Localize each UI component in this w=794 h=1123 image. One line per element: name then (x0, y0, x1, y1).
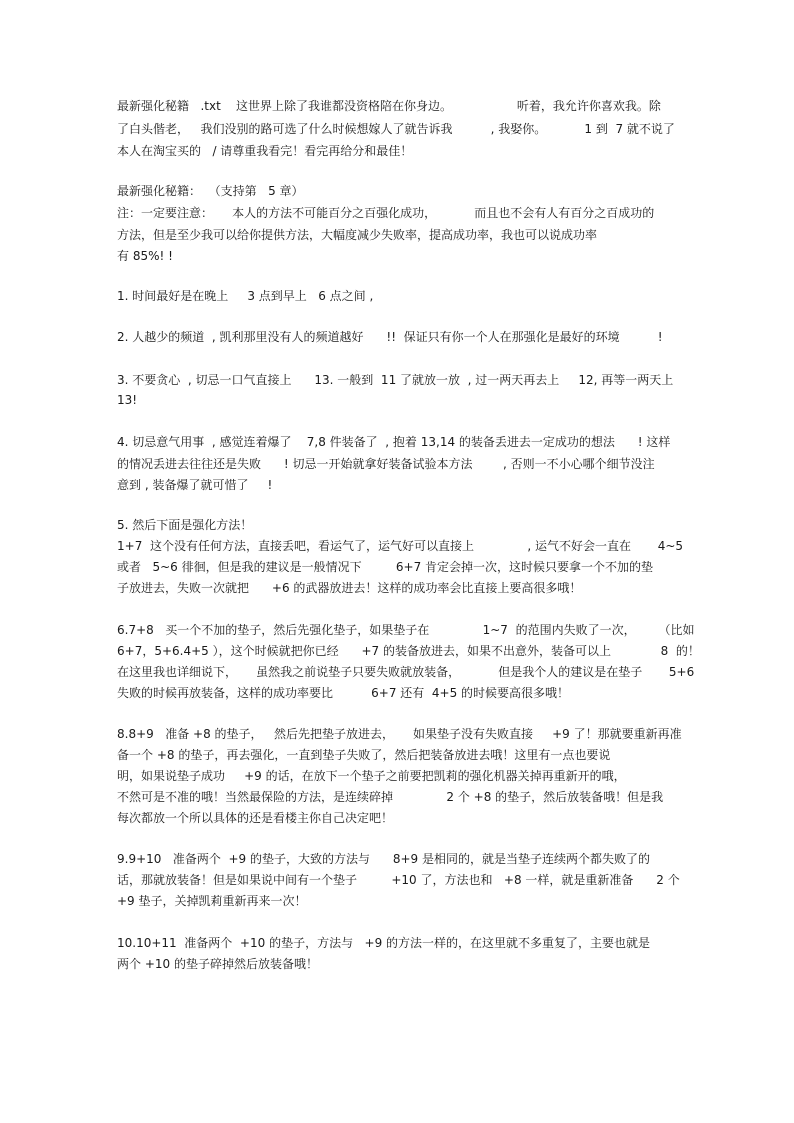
method-9-10-line-2: 话，那就放装备！但是如果说中间有一个垫子 +10 了，方法也和 +8 一样，就是重新准备 2 个 (117, 873, 680, 887)
tip-1: 1. 时间最好是在晚上 3 点到早上 6 点之间 , (117, 289, 374, 303)
method-1-7-line-1: 1+7 这个没有任何方法，直接丢吧，看运气了，运气好可以直接上 , 运气不好会一直在 4~5 (117, 539, 684, 553)
method-7-8-line-1: 6.7+8 买一个不加的垫子，然后先强化垫子，如果垫子在 1~7 的范围内失败了一次， （比如 (117, 623, 695, 637)
section-title: 最新强化秘籍： （支持第 5 章） (117, 184, 304, 198)
method-8-9-line-2: 备一个 +8 的垫子，再去强化，一直到垫子失败了，然后把装备放进去哦！这里有一点也要说 (117, 748, 611, 762)
tip-4-line-1: 4. 切忌意气用事 , 感觉连着爆了 7,8 件装备了 , 抱着 13,14 的装备丢进去一定成功的想法 ! 这样 (117, 435, 671, 449)
method-8-9-line-5: 每次都放一个所以具体的还是看楼主你自己决定吧！ (117, 811, 394, 825)
method-8-9-line-3: 明，如果说垫子成功 +9 的话，在放下一个垫子之前要把凯莉的强化机器关掉再重新开的哦， (117, 769, 626, 783)
tip-4-line-2: 的情况丢进去往往还是失败 ! 切忌一开始就拿好装备试验本方法 , 否则一不小心哪个细节没注 (117, 457, 655, 471)
method-9-10-line-3: +9 垫子，关掉凯莉重新再来一次！ (117, 894, 307, 908)
method-7-8-line-3: 在这里我也详细说下， 虽然我之前说垫子只要失败就放装备， 但是我个人的建议是在垫子 5+6 (117, 665, 695, 679)
method-10-11-line-2: 两个 +10 的垫子碎掉然后放装备哦！ (117, 957, 318, 971)
tip-3-line-2: 13! (117, 393, 138, 407)
note-line-2: 方法，但是至少我可以给你提供方法，大幅度减少失败率，提高成功率，我也可以说成功率 (117, 228, 598, 242)
method-7-8-line-2: 6+7，5+6.4+5 ），这个时候就把你已经 +7 的装备放进去，如果不出意外，装备可以上 8 的！ (117, 644, 700, 658)
tip-3-line-1: 3. 不要贪心 , 切忌一口气直接上 13. 一般到 11 了就放一放 , 过一两天再去上 12, 再等一两天上 (117, 373, 674, 387)
tip-4-line-3: 意到 , 装备爆了就可惜了 ! (117, 478, 273, 492)
method-1-7-line-2: 或者 5~6 徘徊，但是我的建议是一般情况下 6+7 肯定会掉一次，这时候只要拿一个不加的垫 (117, 560, 654, 574)
method-8-9-line-4: 不然可是不准的哦！当然最保险的方法，是连续碎掉 2 个 +8 的垫子，然后放装备哦！但是我 (117, 790, 664, 804)
method-7-8-line-4: 失败的时候再放装备，这样的成功率要比 6+7 还有 4+5 的时候要高很多哦！ (117, 686, 570, 700)
intro-line-1: 最新强化秘籍 .txt 这世界上除了我谁都没资格陪在你身边。 听着，我允许你喜欢我。除 (117, 99, 661, 113)
intro-line-2: 了白头偕老， 我们没别的路可选了什么时候想嫁人了就告诉我 , 我娶你。 1 到 7 就不说了 (117, 122, 675, 136)
method-8-9-line-1: 8.8+9 准备 +8 的垫子， 然后先把垫子放进去， 如果垫子没有失败直接 +9 了！那就要重新再准 (117, 727, 682, 741)
note-line-3: 有 85%! ! (117, 249, 173, 263)
method-1-7-line-3: 子放进去，失败一次就把 +6 的武器放进去！这样的成功率会比直接上要高很多哦！ (117, 581, 582, 595)
tip-2: 2. 人越少的频道 , 凯利那里没有人的频道越好 !! 保证只有你一个人在那强化是最好的环境 ! (117, 330, 663, 344)
method-10-11-line-1: 10.10+11 准备两个 +10 的垫子，方法与 +9 的方法一样的，在这里就不多重复了，主要也就是 (117, 936, 651, 950)
method-9-10-line-1: 9.9+10 准备两个 +9 的垫子，大致的方法与 8+9 是相同的，就是当垫子连续两个都失败了的 (117, 852, 651, 866)
tip-5-heading: 5. 然后下面是强化方法！ (117, 518, 253, 532)
note-line-1: 注：一定要注意： 本人的方法不可能百分之百强化成功， 而且也不会有人有百分之百成功的 (117, 206, 655, 220)
intro-line-3: 本人在淘宝买的 / 请尊重我看完！看完再给分和最佳！ (117, 144, 413, 158)
